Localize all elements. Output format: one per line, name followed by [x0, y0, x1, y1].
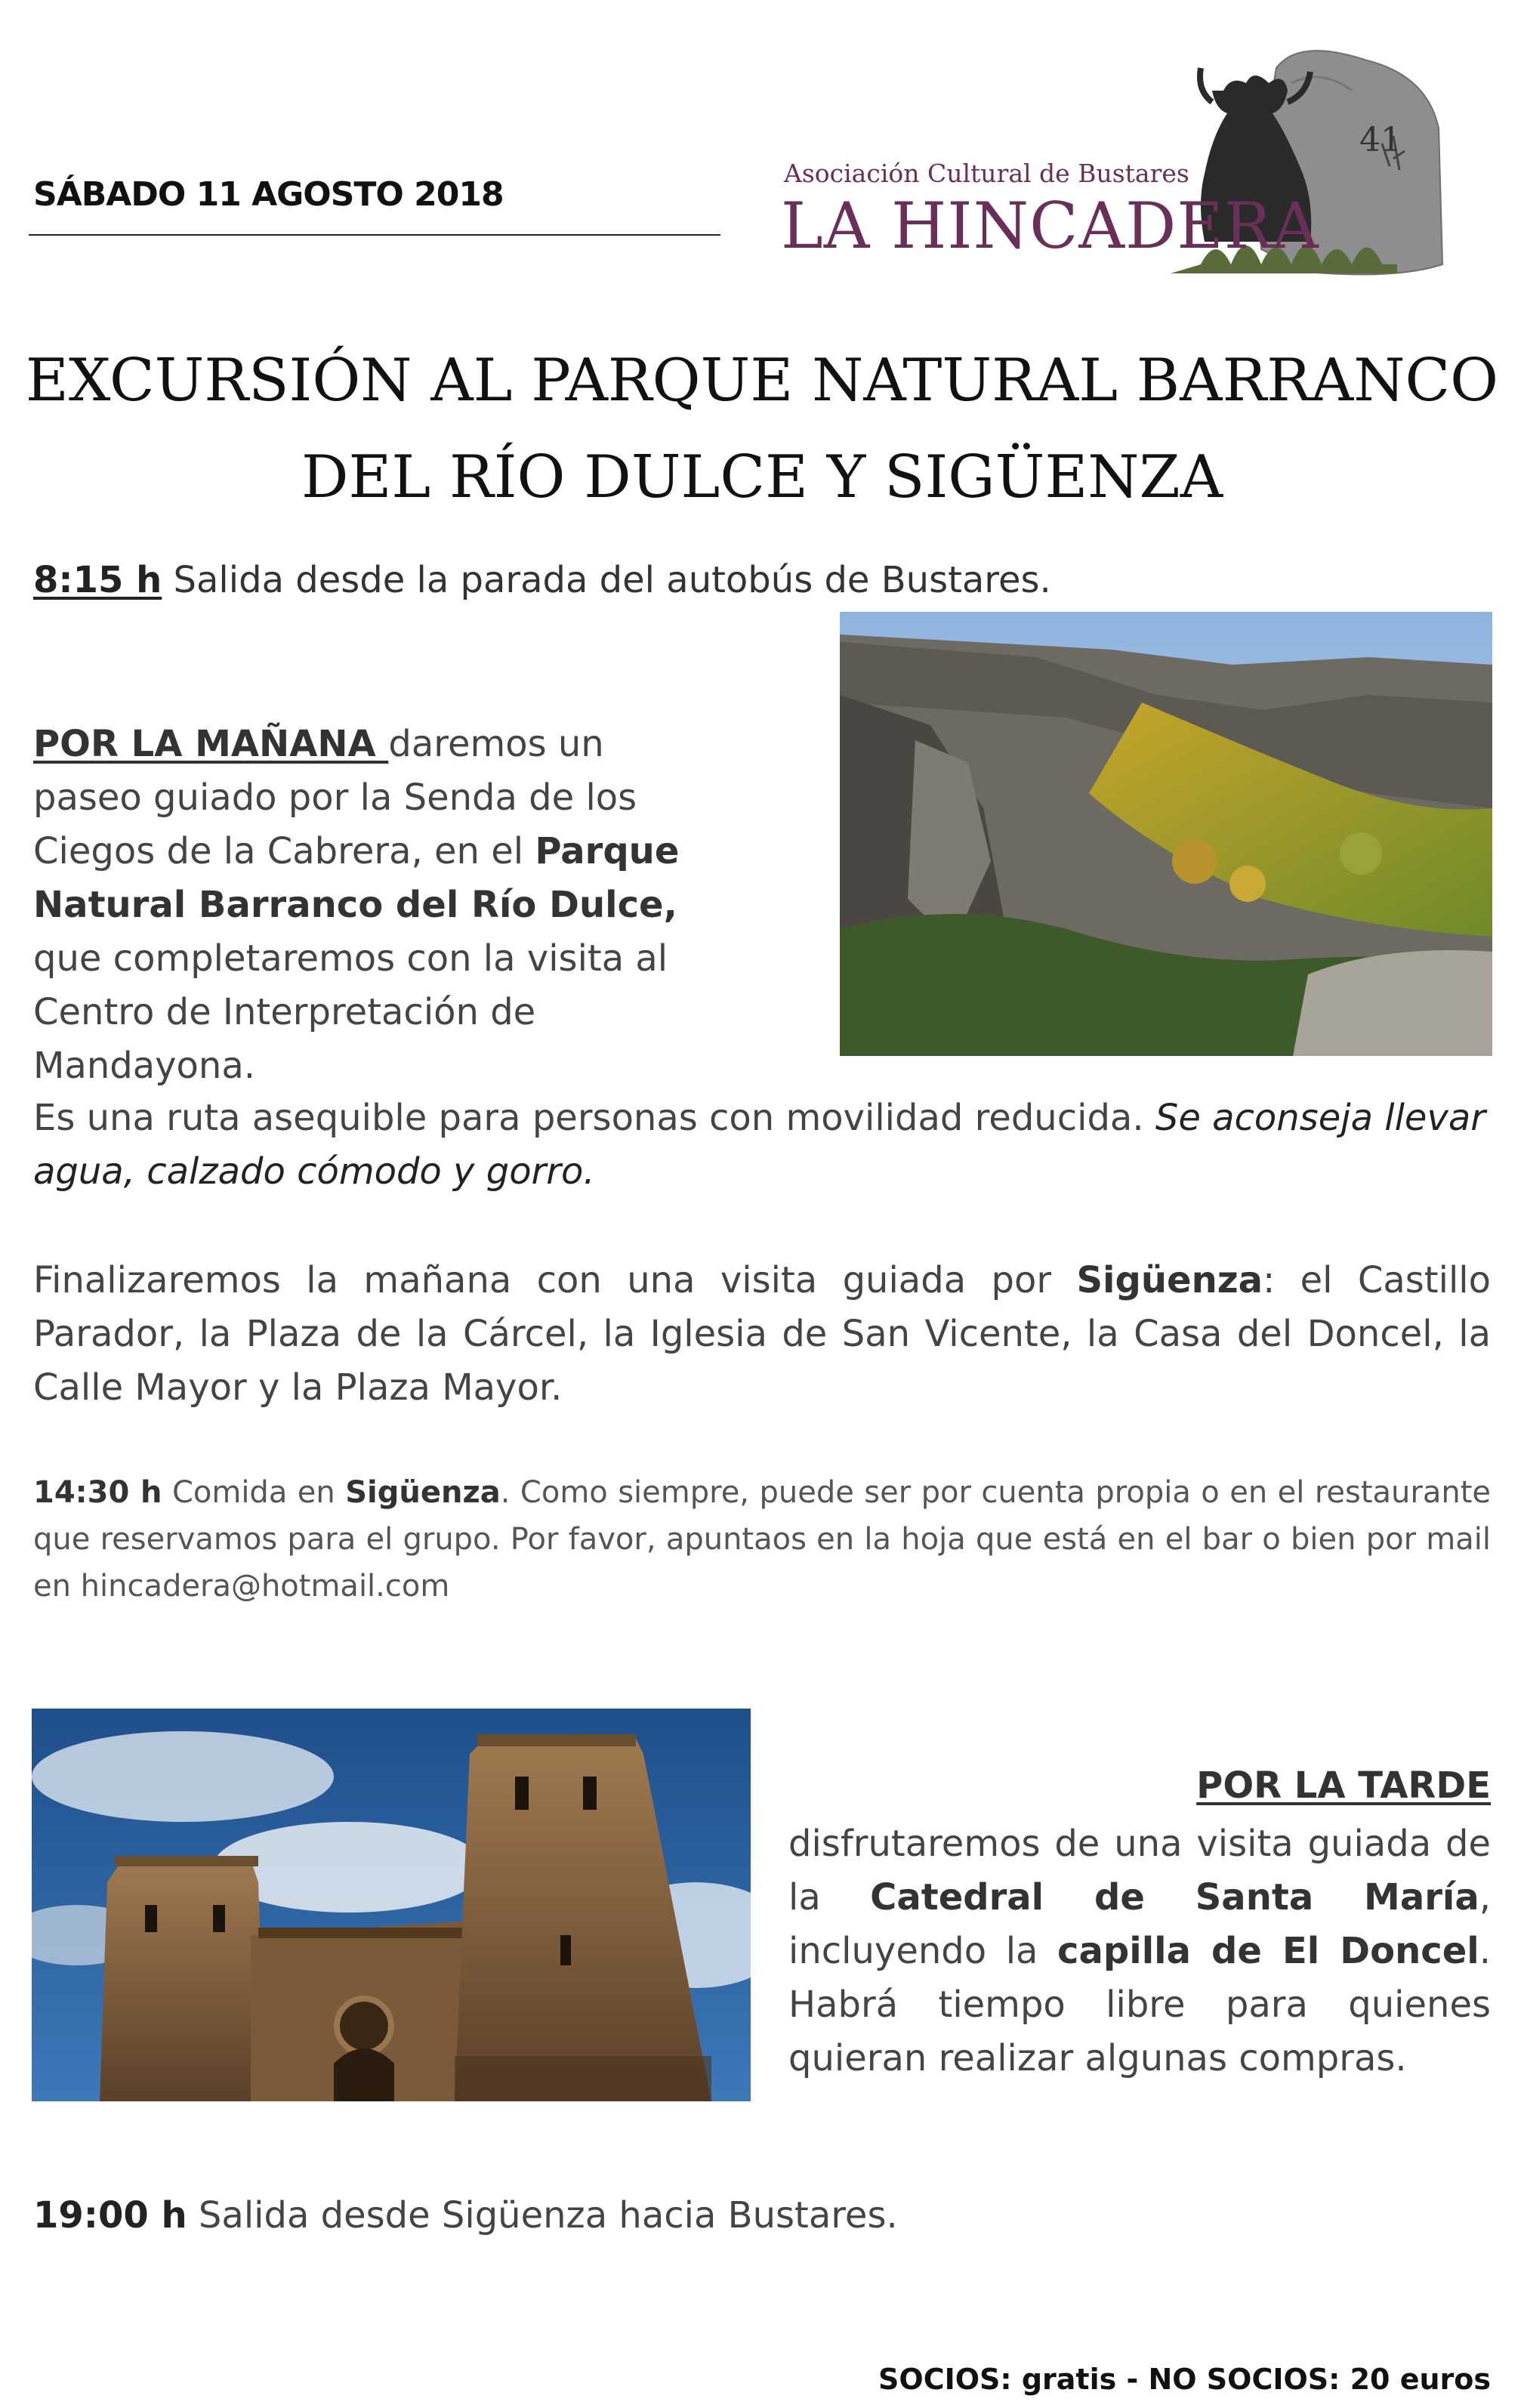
departure-time: 8:15 h [33, 559, 162, 601]
lunch-place: Sigüenza [345, 1475, 501, 1510]
lunch-paragraph [33, 1469, 1491, 1610]
logo-association-text: Asociación Cultural de Bustares [784, 159, 1189, 188]
finish-place: Sigüenza [1076, 1259, 1263, 1301]
morning-text-1: daremos un paseo guiado por la Senda de los Ciegos de la Cabrera, en el [33, 723, 637, 872]
chapel-name: capilla de El Doncel [1057, 1930, 1479, 1972]
afternoon-paragraph [788, 1817, 1491, 2085]
afternoon-text-2: , incluyendo la [788, 1876, 1491, 1972]
lunch-text-2: . Como siempre, puede ser por cuenta propia o en el restaurante que reservamos para el grupo. Por favor, apuntaos en la hoja que está en el bar o bien por mail en hincadera@hotmail.com [33, 1475, 1491, 1604]
return-text: Salida desde Sigüenza hacia Bustares. [187, 2194, 898, 2237]
finish-text-1: Finalizaremos la mañana con una visita guiada por [33, 1259, 1077, 1301]
return-time: 19:00 h [33, 2194, 187, 2237]
morning-heading: POR LA MAÑANA [33, 723, 389, 765]
accessibility-note [33, 1091, 1491, 1199]
cathedral-name: Catedral de Santa María [870, 1876, 1479, 1919]
cathedral-photo [32, 1709, 751, 2101]
page-title [0, 332, 1524, 526]
association-logo [778, 38, 1458, 279]
logo-number: 41 [1359, 121, 1402, 159]
event-date: SÁBADO 11 AGOSTO 2018 [33, 175, 504, 214]
park-name: Parque Natural Barranco del Río Dulce, [33, 830, 680, 926]
afternoon-text-3: . Habrá tiempo libre para quienes quieran realizar algunas compras. [788, 1930, 1491, 2079]
logo-brand-name: LA HINCADERA [781, 189, 1319, 263]
lunch-time: 14:30 h [33, 1475, 162, 1510]
date-underline [29, 234, 720, 236]
return-line [33, 2194, 898, 2237]
finish-text-2: : el Castillo Parador, la Plaza de la Cárcel, la Iglesia de San Vicente, la Casa del Doncel, la Calle Mayor y la Plaza Mayor. [33, 1259, 1492, 1409]
advice-text: Se aconseja llevar agua, calzado cómodo y gorro. [33, 1097, 1485, 1193]
canyon-landscape-image [840, 612, 1492, 1056]
price-info: SOCIOS: gratis - NO SOCIOS: 20 euros [878, 2363, 1491, 2396]
reduced-mobility-text: Es una ruta asequible para personas con movilidad reducida. [33, 1097, 1155, 1139]
title-line-2: DEL RÍO DULCE Y SIGÜENZA [301, 443, 1223, 511]
departure-text: Salida desde la parada del autobús de Bustares. [162, 559, 1051, 601]
cathedral-image [32, 1709, 751, 2101]
lunch-text-1: Comida en [162, 1475, 346, 1510]
departure-line [33, 559, 1051, 601]
afternoon-heading: POR LA TARDE [1196, 1764, 1491, 1807]
afternoon-text-1: disfrutaremos de una visita guiada de la [788, 1823, 1491, 1919]
title-line-1: EXCURSIÓN AL PARQUE NATURAL BARRANCO [25, 347, 1499, 415]
siguenza-tour-paragraph [33, 1254, 1491, 1415]
morning-text-2: que completaremos con la visita al Centro de Interpretación de Mandayona. [33, 937, 668, 1087]
morning-paragraph [33, 718, 698, 1093]
canyon-landscape-photo [840, 612, 1492, 1056]
